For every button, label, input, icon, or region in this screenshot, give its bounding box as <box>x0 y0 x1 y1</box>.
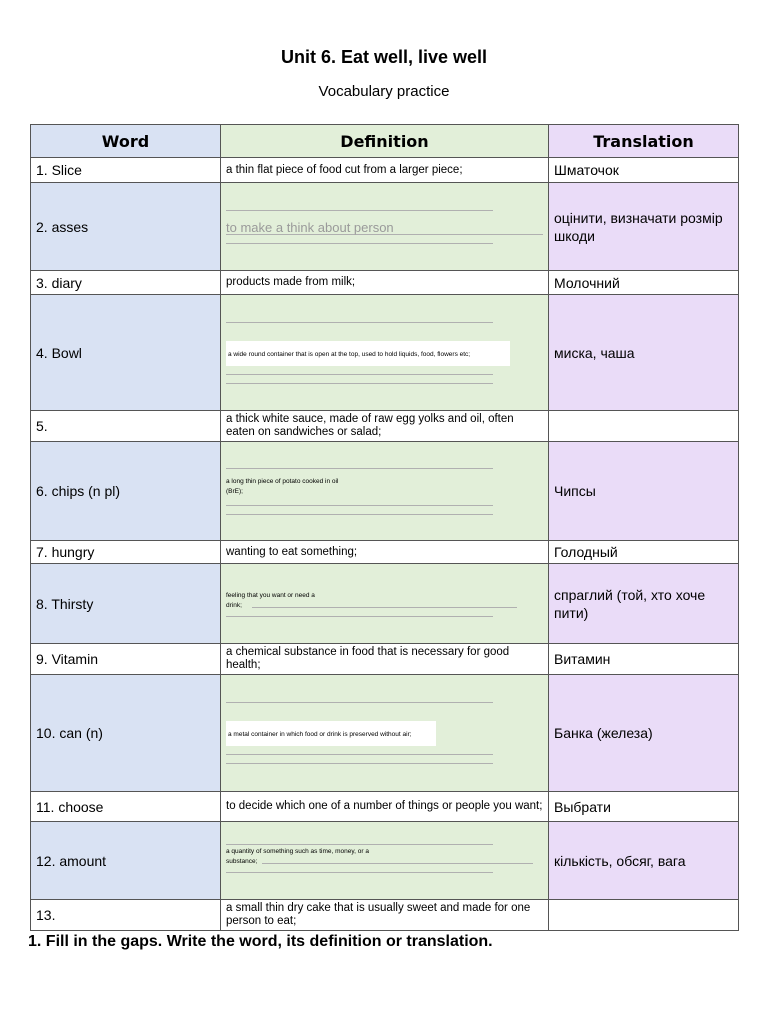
table-row <box>31 411 739 442</box>
definition-cell[interactable] <box>221 822 549 900</box>
definition-text: drink; <box>226 601 242 609</box>
definition-text: feeling that you want or need a <box>226 591 315 599</box>
word-cell: 5. <box>31 411 221 442</box>
definition-text: to make a think about person <box>226 219 394 235</box>
word-cell: 8. Thirsty <box>31 564 221 644</box>
page-title: Unit 6. Eat well, live well <box>280 47 488 67</box>
translation-cell: Молочний <box>549 271 739 295</box>
gap-line <box>262 863 533 864</box>
gap-line <box>226 616 493 617</box>
translation-cell[interactable] <box>549 411 739 442</box>
header-translation: Translation <box>549 125 739 158</box>
table-row <box>31 158 739 183</box>
definition-cell: a thick white sauce, made of raw egg yolks and oil, often eaten on sandwiches or salad; <box>221 411 549 442</box>
gap-line <box>252 607 517 608</box>
gap-line <box>226 322 493 323</box>
gap-line <box>226 514 493 515</box>
translation-cell: спраглий (той, хто хоче пити) <box>549 564 739 644</box>
word-cell: 11. choose <box>31 792 221 822</box>
translation-cell: Банка (железа) <box>549 675 739 792</box>
definition-cell[interactable] <box>221 295 549 411</box>
definition-cell: to decide which one of a number of things or people you want; <box>221 792 549 822</box>
definition-text: a metal container in which food or drink is preserved without air; <box>228 731 412 738</box>
definition-text: substance; <box>226 858 258 865</box>
header-word: Word <box>31 125 221 158</box>
gap-line <box>226 754 493 755</box>
definition-cell[interactable] <box>221 442 549 541</box>
gap-line <box>226 374 493 375</box>
gap-line <box>226 505 493 506</box>
gap-line <box>226 844 493 845</box>
definition-text: a wide round container that is open at the top, used to hold liquids, food, flowers etc; <box>228 350 471 358</box>
gap-line <box>226 468 493 469</box>
translation-cell: Шматочок <box>549 158 739 183</box>
word-cell: 2. asses <box>31 183 221 271</box>
gap-line <box>226 243 493 244</box>
gap-line <box>226 383 493 384</box>
definition-cell: a chemical substance in food that is necessary for good health; <box>221 644 549 675</box>
exercise-instruction: 1. Fill in the gaps. Write the word, its definition or translation. <box>28 933 493 950</box>
gap-line <box>226 763 493 764</box>
table-row <box>31 822 739 900</box>
gap-line <box>226 872 493 873</box>
header-definition: Definition <box>221 125 549 158</box>
word-cell: 12. amount <box>31 822 221 900</box>
table-row <box>31 564 739 644</box>
translation-cell: кількість, обсяг, вага <box>549 822 739 900</box>
table-row <box>31 271 739 295</box>
word-cell: 3. diary <box>31 271 221 295</box>
translation-cell: Голодный <box>549 541 739 564</box>
definition-box <box>226 341 510 366</box>
table-row <box>31 295 739 411</box>
word-cell: 1. Slice <box>31 158 221 183</box>
table-row <box>31 183 739 271</box>
gap-line <box>226 702 493 703</box>
table-row <box>31 900 739 931</box>
table-header-row <box>31 125 739 158</box>
translation-cell: оцінити, визначати розмір шкоди <box>549 183 739 271</box>
word-cell: 13. <box>31 900 221 931</box>
translation-cell: Витамин <box>549 644 739 675</box>
definition-cell: a small thin dry cake that is usually sweet and made for one person to eat; <box>221 900 549 931</box>
definition-box <box>226 721 436 746</box>
definition-cell[interactable] <box>221 183 549 271</box>
table-row <box>31 541 739 564</box>
translation-cell: Чипсы <box>549 442 739 541</box>
definition-text: a quantity of something such as time, money, or a <box>226 848 369 855</box>
definition-cell[interactable] <box>221 675 549 792</box>
word-cell: 10. can (n) <box>31 675 221 792</box>
table-row <box>31 644 739 675</box>
definition-text: (BrE); <box>226 487 243 495</box>
definition-cell: wanting to eat something; <box>221 541 549 564</box>
definition-text: a long thin piece of potato cooked in oil <box>226 477 339 485</box>
definition-cell[interactable] <box>221 564 549 644</box>
word-cell: 7. hungry <box>31 541 221 564</box>
table-row <box>31 675 739 792</box>
gap-line <box>226 210 493 211</box>
definition-cell: products made from milk; <box>221 271 549 295</box>
word-cell: 6. chips (n pl) <box>31 442 221 541</box>
definition-cell: a thin flat piece of food cut from a larger piece; <box>221 158 549 183</box>
vocabulary-table <box>30 124 739 931</box>
translation-cell: миска, чаша <box>549 295 739 411</box>
word-cell: 9. Vitamin <box>31 644 221 675</box>
word-cell: 4. Bowl <box>31 295 221 411</box>
translation-cell: Выбрати <box>549 792 739 822</box>
table-row <box>31 792 739 822</box>
page-subtitle: Vocabulary practice <box>318 83 450 100</box>
translation-cell[interactable] <box>549 900 739 931</box>
table-row <box>31 442 739 541</box>
